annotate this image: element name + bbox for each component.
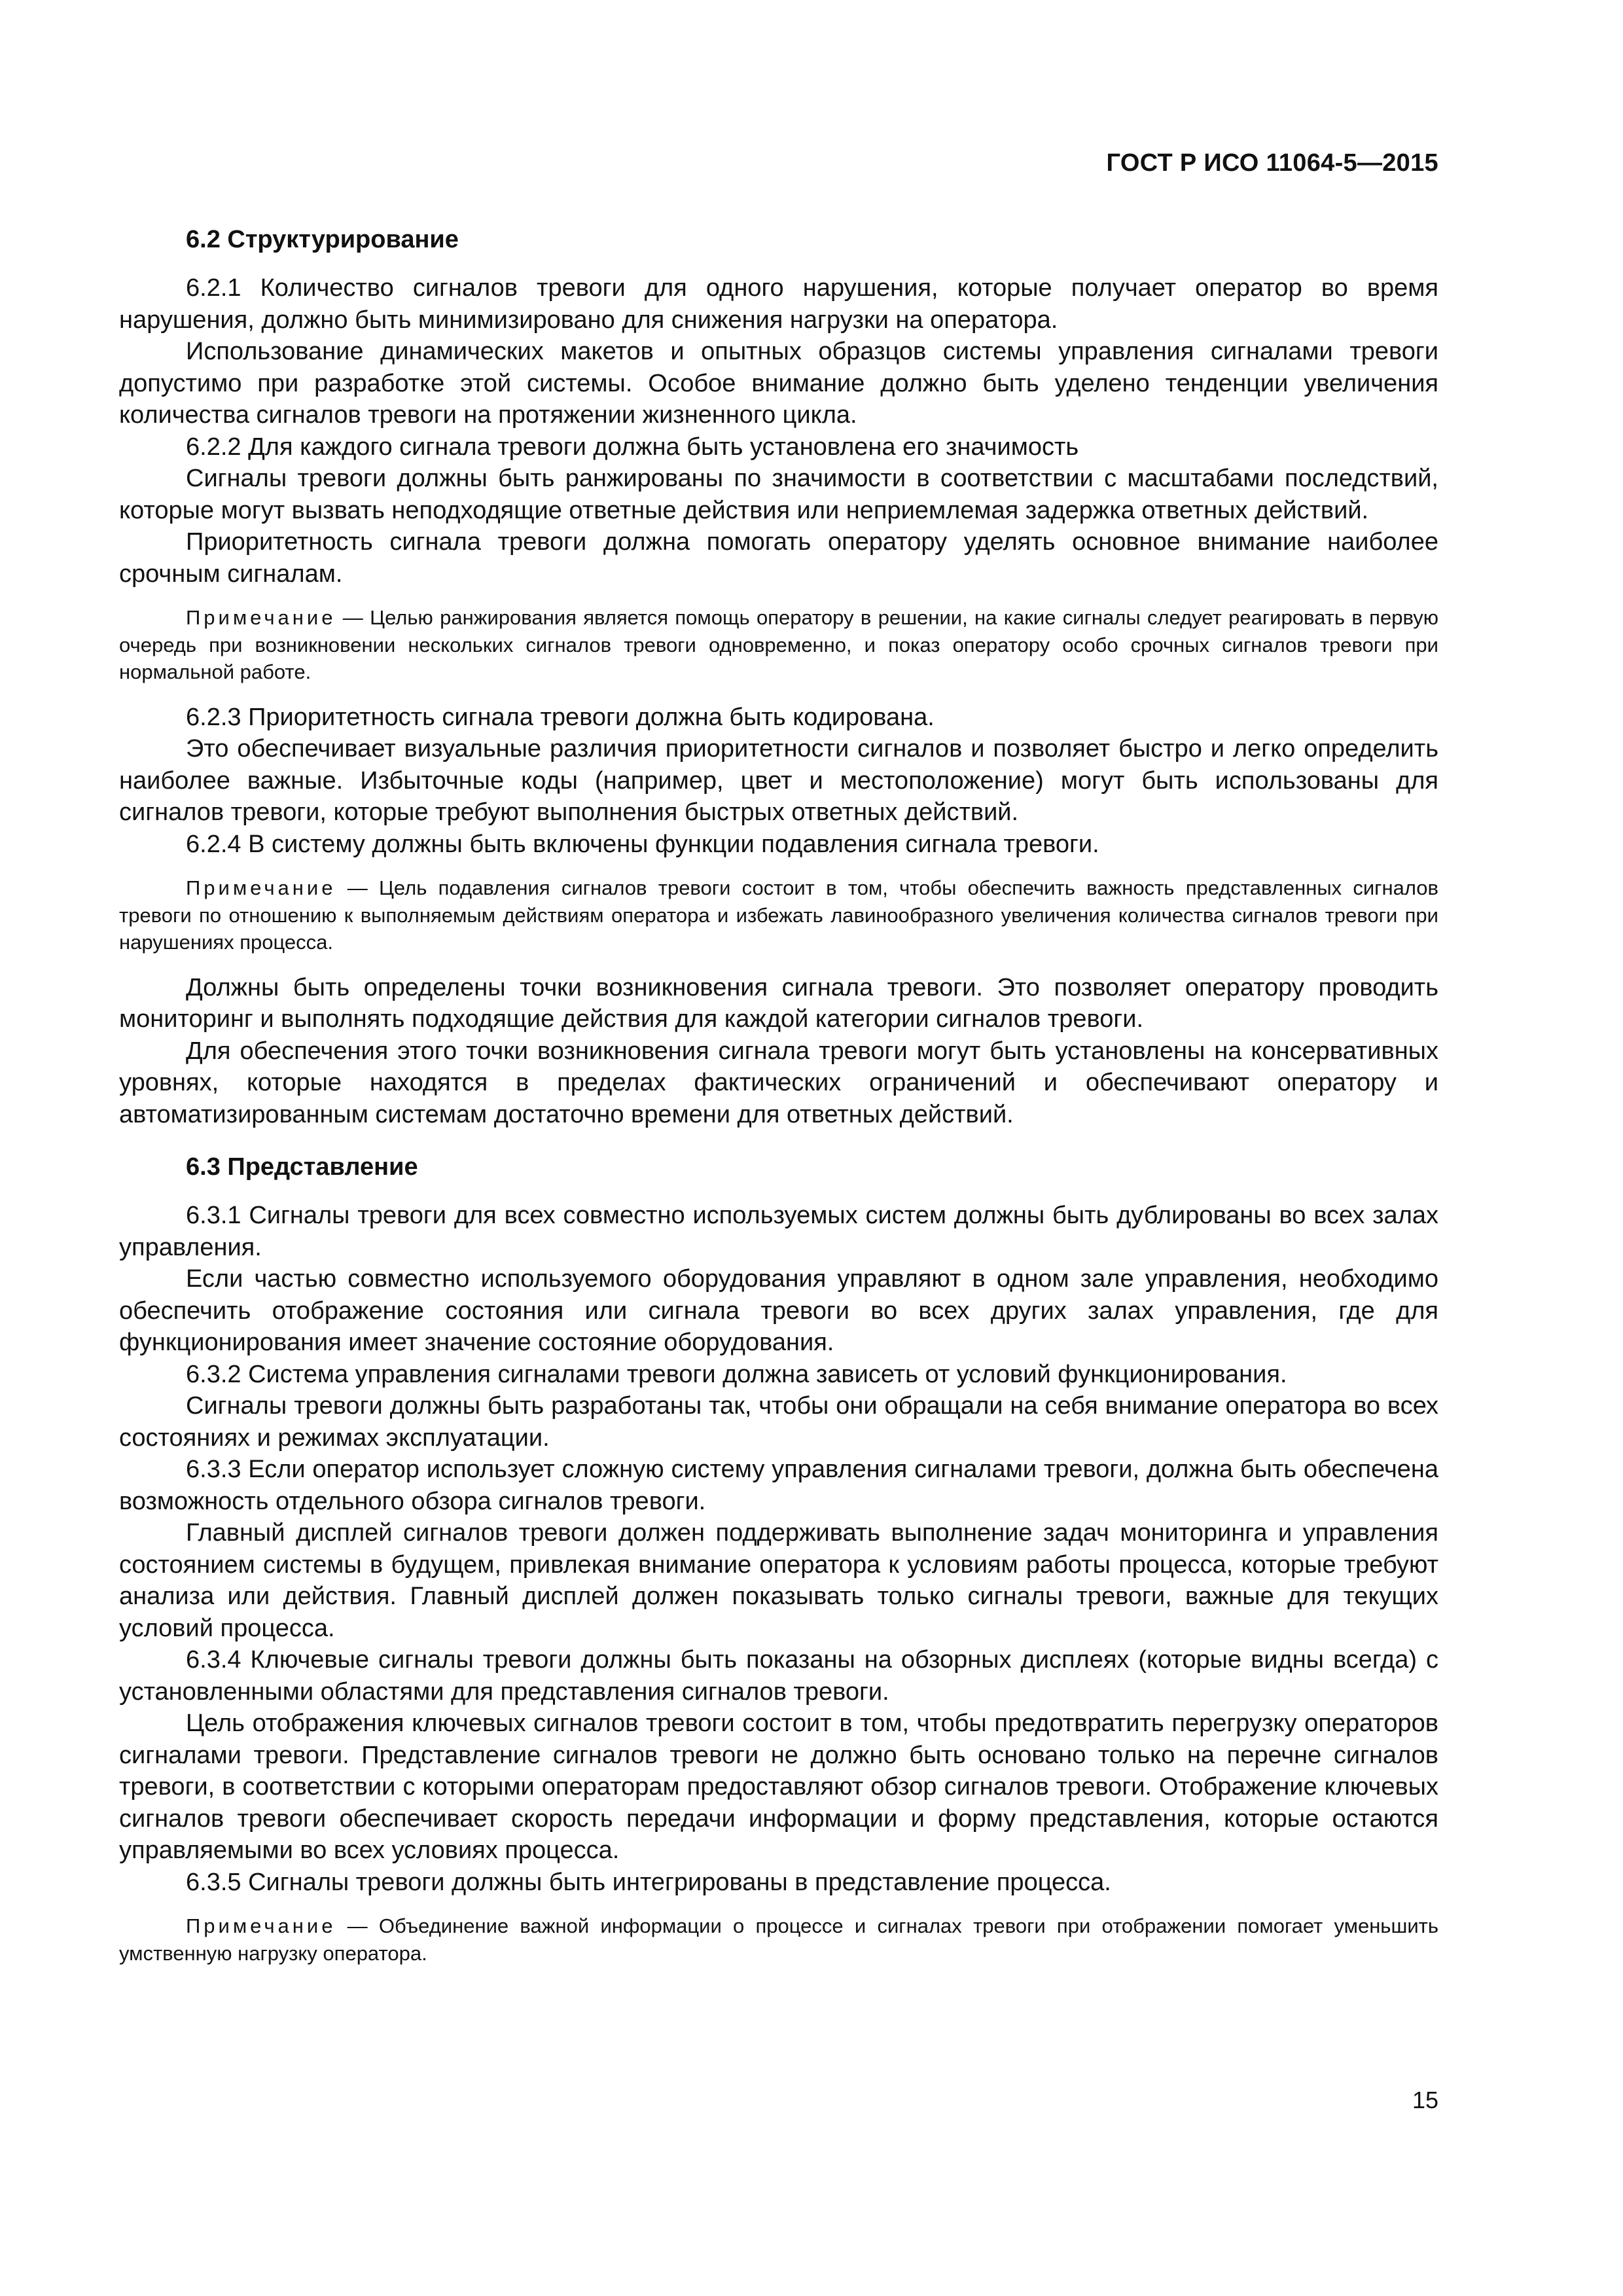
paragraph: 6.3.3 Если оператор использует сложную систему управления сигналами тревоги, должна быть обеспечена возможность отдельного обзора сигналов тревоги. xyxy=(119,1456,1438,1515)
section-title: 6.2 Структурирование xyxy=(186,226,459,253)
note xyxy=(119,1912,1438,1967)
paragraph: 6.2.4 В систему должны быть включены функции подавления сигнала тревоги. xyxy=(186,830,1099,858)
note xyxy=(119,874,1438,956)
paragraph: Использование динамических макетов и опытных образцов системы управления сигналами тревоги допустимо при разработке этой системы. Особое внимание должно быть уделено тенденции увеличения количества сигналов тревоги на протяжении жизненного цикла. xyxy=(119,338,1438,429)
paragraph: Сигналы тревоги должны быть ранжированы по значимости в соответствии с масштабами последствий, которые могут вызвать неподходящие ответные действия или неприемлемая задержка ответных действий. xyxy=(119,465,1438,524)
section-title: 6.3 Представление xyxy=(186,1153,418,1181)
note-text: — Объединение важной информации о процессе и сигналах тревоги при отображении помогает уменьшить умственную нагрузку оператора. xyxy=(119,1914,1438,1965)
document-body xyxy=(119,223,1438,1982)
section-6-2 xyxy=(119,223,1438,1130)
section-6-3 xyxy=(119,1150,1438,1967)
paragraph: 6.3.1 Сигналы тревоги для всех совместно используемых систем должны быть дублированы во всех залах управления. xyxy=(119,1202,1438,1261)
paragraph: 6.2.1 Количество сигналов тревоги для одного нарушения, которые получает оператор во время нарушения, должно быть минимизировано для снижения нагрузки на оператора. xyxy=(119,274,1438,334)
paragraph: Это обеспечивает визуальные различия приоритетности сигналов и позволяет быстро и легко определить наиболее важные. Избыточные коды (например, цвет и местоположение) могут быть использованы для сигналов тревоги, которые требуют выполнения быстрых ответных действий. xyxy=(119,735,1438,826)
paragraph: 6.2.2 Для каждого сигнала тревоги должна быть установлена его значимость xyxy=(186,433,1079,461)
paragraph: 6.3.2 Система управления сигналами тревоги должна зависеть от условий функционирования. xyxy=(186,1360,1287,1388)
note-label: Примечание xyxy=(186,1914,336,1937)
paragraph: Главный дисплей сигналов тревоги должен поддерживать выполнение задач мониторинга и управления состоянием системы в будущем, привлекая внимание оператора к условиям работы процесса, которые требуют анализа или действия. Главный дисплей должен показывать только сигналы тревоги, важные для текущих условий процесса. xyxy=(119,1519,1438,1642)
note-text: — Целью ранжирования является помощь оператору в решении, на какие сигналы следует реагировать в первую очередь при возникновении нескольких сигналов тревоги одновременно, и показ оператору особо срочных сигналов тревоги при нормальной работе. xyxy=(119,606,1438,683)
paragraph: Сигналы тревоги должны быть разработаны так, чтобы они обращали на себя внимание оператора во всех состояниях и режимах эксплуатации. xyxy=(119,1392,1438,1452)
paragraph: Должны быть определены точки возникновения сигнала тревоги. Это позволяет оператору проводить мониторинг и выполнять подходящие действия для каждой категории сигналов тревоги. xyxy=(119,973,1438,1033)
paragraph: 6.3.5 Сигналы тревоги должны быть интегрированы в представление процесса. xyxy=(186,1868,1111,1896)
paragraph: 6.3.4 Ключевые сигналы тревоги должны быть показаны на обзорных дисплеях (которые видны всегда) с установленными областями для представления сигналов тревоги. xyxy=(119,1646,1438,1706)
note-label: Примечание xyxy=(186,606,336,629)
paragraph: Цель отображения ключевых сигналов тревоги состоит в том, чтобы предотвратить перегрузку операторов сигналами тревоги. Представление сигналов тревоги не должно быть основано только на перечне сигналов тревоги, в соответствии с которыми операторам предоставляют обзор сигналов тревоги. Отображение ключевых сигналов тревоги обеспечивает скорость передачи информации и форму представления, которые остаются управляемыми во всех условиях процесса. xyxy=(119,1710,1438,1864)
page-number: 15 xyxy=(1412,2087,1438,2113)
paragraph: Для обеспечения этого точки возникновения сигнала тревоги могут быть установлены на консервативных уровнях, которые находятся в пределах фактических ограничений и обеспечивают оператору и автоматизированным системам достаточно времени для ответных действий. xyxy=(119,1037,1438,1128)
note xyxy=(119,604,1438,686)
paragraph: Приоритетность сигнала тревоги должна помогать оператору уделять основное внимание наиболее срочным сигналам. xyxy=(119,528,1438,588)
note-text: — Цель подавления сигналов тревоги состоит в том, чтобы обеспечить важность представленных сигналов тревоги по отношению к выполняемым действиям оператора и избежать лавинообразного увеличения количества сигналов тревоги при нарушениях процесса. xyxy=(119,876,1438,954)
standard-header: ГОСТ Р ИСО 11064-5—2015 xyxy=(1106,149,1438,177)
paragraph: 6.2.3 Приоритетность сигнала тревоги должна быть кодирована. xyxy=(186,703,935,731)
paragraph: Если частью совместно используемого оборудования управляют в одном зале управления, необходимо обеспечить отображение состояния или сигнала тревоги во всех других залах управления, где для функционирования имеет значение состояние оборудования. xyxy=(119,1265,1438,1356)
note-label: Примечание xyxy=(186,876,336,899)
